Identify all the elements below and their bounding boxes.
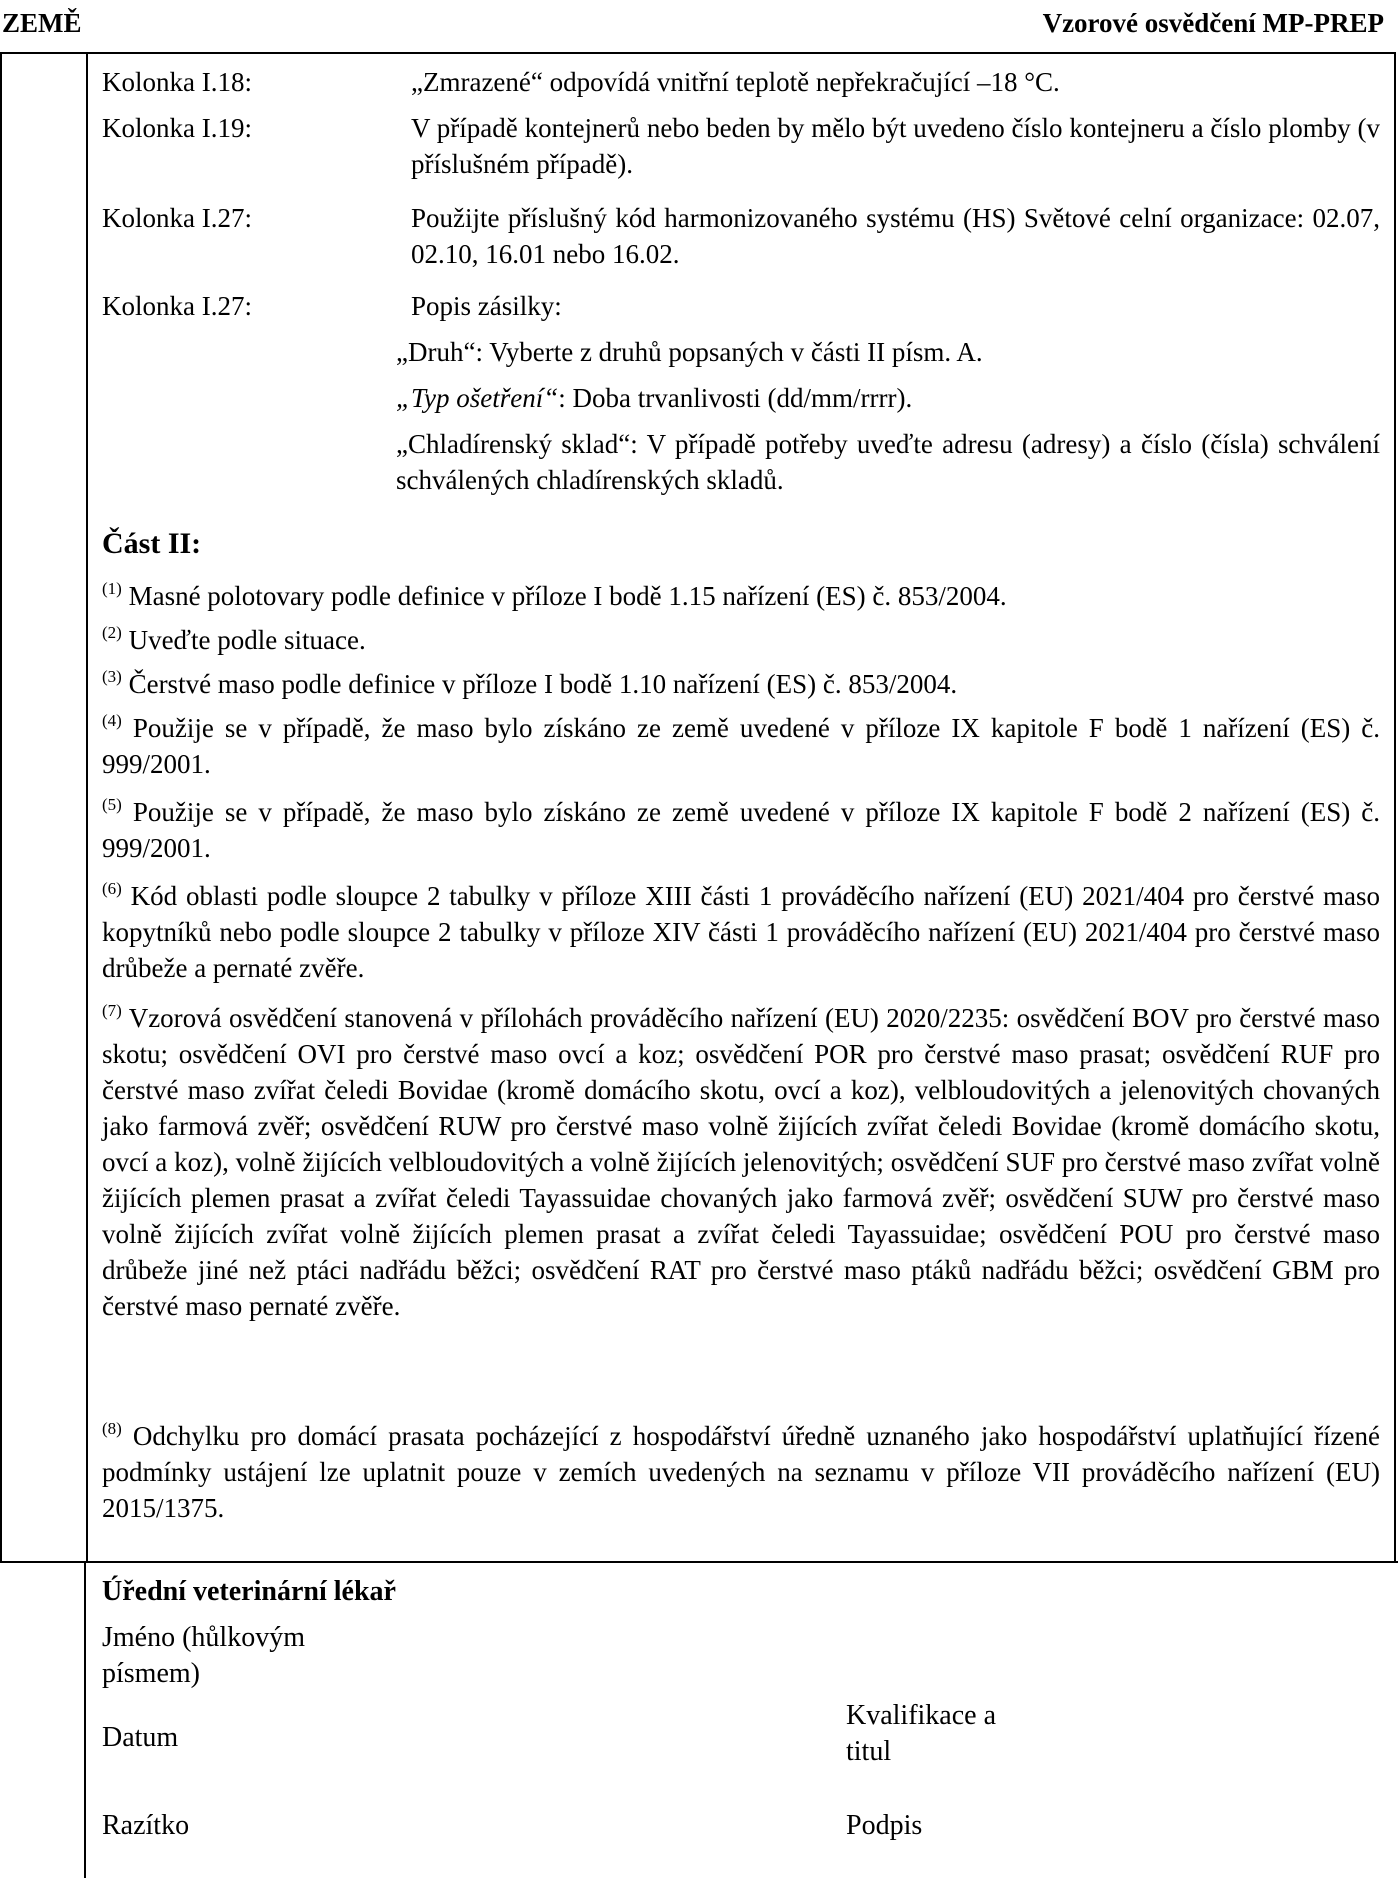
qualification-label: Kvalifikace a titul [846,1700,997,1767]
date-label: Datum [102,1722,179,1753]
part2-heading: Část II: [102,527,202,560]
description-item-species [396,334,1380,370]
description-term: „Typ ošetření“ [396,383,559,413]
box-label: Kolonka I.27: [102,203,252,233]
footnote-text: Použije se v případě, že maso bylo získáno ze země uvedené v příloze IX kapitole F bodě 2 nařízení (ES) č. 999/2001. [102,797,1380,863]
box-text: Popis zásilky: [411,291,562,321]
description-term: „Chladírenský sklad“ [396,429,631,459]
footnote-text: Vzorová osvědčení stanovená v přílohách prováděcího nařízení (EU) 2020/2235: osvědčení BOV pro čerstvé maso skotu; osvědčení OVI pro čerstvé maso ovcí a koz; osvědčení POR pro čerstvé maso prasat; osvědčení RUF pro čerstvé maso zvířat čeledi Bovidae (kromě domácího skotu, ovcí a koz), velbloudovitých a jelenovitých chovaných jako farmová zvěř; osvědčení RUW pro čerstvé maso volně žijících zvířat čeledi Bovidae (kromě domácího skotu, ovcí a koz), volně žijících velbloudovitých a volně žijících jelenovitých; osvědčení SUF pro čerstvé maso zvířat volně žijících plemen prasat a zvířat čeledi Tayassuidae chovaných jako farmová zvěř; osvědčení SUW pro čerstvé maso volně žijících zvířat volně žijících plemen prasat a zvířat čeledi Tayassuidae; osvědčení POU pro čerstvé maso drůbeže jiné než ptáci nadřádu běžci; osvědčení RAT pro čerstvé maso ptáků nadřádu běžci; osvědčení GBM pro čerstvé maso pernaté zvěře. [102,1003,1380,1321]
box-label: Kolonka I.19: [102,113,252,143]
footnote-4 [102,710,1380,782]
description-text: : Doba trvanlivosti (dd/mm/rrrr). [558,383,913,413]
description-item-treatment [396,380,1380,416]
footnote-number: (3) [102,667,122,686]
footnote-text: Použije se v případě, že maso bylo získáno ze země uvedené v příloze IX kapitole F bodě 1 nařízení (ES) č. 999/2001. [102,713,1380,779]
footnote-text: Masné polotovary podle definice v příloze I bodě 1.15 nařízení (ES) č. 853/2004. [128,581,1007,611]
footnote-7 [102,1000,1380,1324]
footnote-number: (2) [102,623,122,642]
footnote-5 [102,794,1380,866]
signature-label: Podpis [846,1810,923,1841]
footnote-text: Odchylku pro domácí prasata pocházející z hospodářství úředně uznaného jako hospodářství uplatňující řízené podmínky ustájení lze uplatnit pouze v zemích uvedených na seznamu v příloze VII prováděcího nařízení (EU) 2015/1375. [102,1421,1381,1523]
footnote-number: (8) [102,1419,122,1438]
footnote-2 [102,622,1380,658]
description-text: : V případě potřeby uveďte adresu (adresy) a číslo (čísla) schválení schválených chladírenských skladů. [396,429,1380,495]
name-label: Jméno (hůlkovým písmem) [102,1622,305,1689]
signature-title: Úřední veterinární lékař [102,1576,396,1607]
header-country: ZEMĚ [2,8,82,38]
footnote-1 [102,578,1380,614]
box-text: V případě kontejnerů nebo beden by mělo být uvedeno číslo kontejneru a číslo plomby (v příslušném případě). [411,113,1380,179]
footnote-number: (6) [102,879,122,898]
footnote-text: Kód oblasti podle sloupce 2 tabulky v příloze XIII části 1 prováděcího nařízení (EU) 2021/404 pro čerstvé maso kopytníků nebo podle sloupce 2 tabulky v příloze XIV části 1 prováděcího nařízení (EU) 2021/404 pro čerstvé maso drůbeže a pernaté zvěře. [102,881,1381,983]
footnote-6 [102,878,1380,986]
footnote-text: Uveďte podle situace. [128,625,366,655]
signature-column-divider [84,1561,86,1878]
column-divider [86,54,88,1561]
description-item-cold-store [396,426,1380,498]
header-certificate-title: Vzorové osvědčení MP-PREP [1042,8,1384,38]
footnote-8 [102,1418,1380,1526]
footnote-text: Čerstvé maso podle definice v příloze I bodě 1.10 nařízení (ES) č. 853/2004. [128,669,958,699]
box-label: Kolonka I.18: [102,67,252,97]
footnote-3 [102,666,1380,702]
box-label: Kolonka I.27: [102,291,252,321]
box-text: „Zmrazené“ odpovídá vnitřní teplotě nepřekračující –18 °C. [411,67,1060,97]
box-text: Použijte příslušný kód harmonizovaného systému (HS) Světové celní organizace: 02.07, 02.10, 16.01 nebo 16.02. [411,203,1380,269]
footnote-number: (4) [102,711,122,730]
stamp-label: Razítko [102,1810,190,1841]
section-divider [0,1561,1398,1563]
footnote-number: (7) [102,1001,122,1020]
description-text: : Vyberte z druhů popsaných v části II písm. A. [475,337,983,367]
footnote-number: (5) [102,795,122,814]
description-term: „Druh“ [396,337,476,367]
footnote-number: (1) [102,579,122,598]
